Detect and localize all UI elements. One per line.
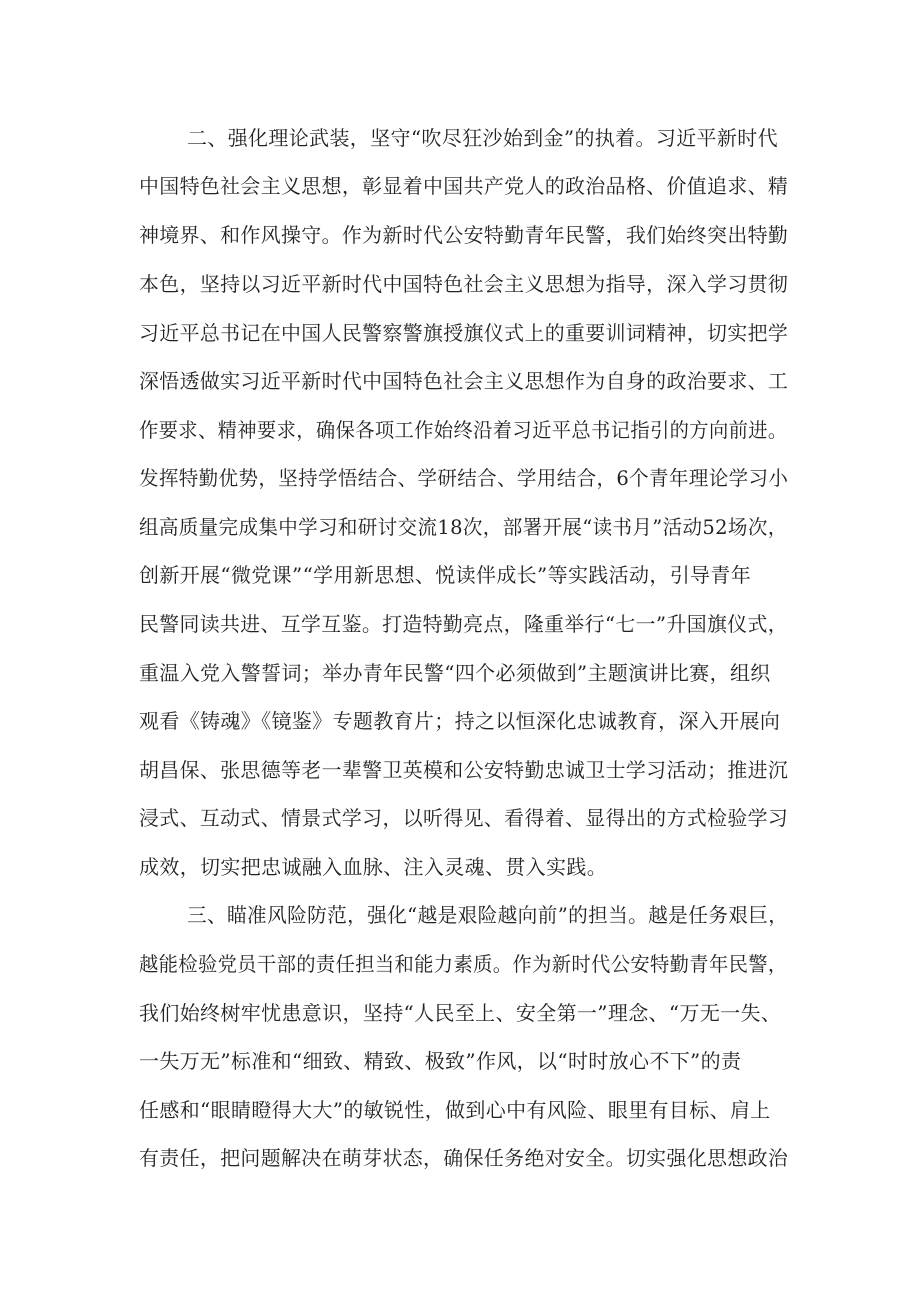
text-line: 发挥特勤优势，坚持学悟结合、学研结合、学用结合，6个青年理论学习小 [139, 466, 789, 490]
text-line: 浸式、互动式、情景式学习，以听得见、看得着、显得出的方式检验学习 [139, 806, 789, 830]
text-line: 观看《铸魂》《镜鉴》专题教育片；持之以恒深化忠诚教育，深入开展向 [139, 709, 781, 733]
text-line: 中国特色社会主义思想，彰显着中国共产党人的政治品格、价值追求、精 [139, 174, 789, 198]
text-line: 越能检验党员干部的责任担当和能力素质。作为新时代公安特勤青年民警， [139, 952, 788, 976]
text-line: 深悟透做实习近平新时代中国特色社会主义思想作为自身的政治要求、工 [139, 369, 789, 393]
text-line: 神境界、和作风操守。作为新时代公安特勤青年民警，我们始终突出特勤 [139, 223, 789, 247]
text-line: 有责任，把问题解决在萌芽状态，确保任务绝对安全。切实强化思想政治 [139, 1146, 789, 1170]
text-line: 胡昌保、张思德等老一辈警卫英模和公安特勤忠诚卫士学习活动；推进沉 [139, 758, 789, 782]
text-line: 二、强化理论武装，坚守“吹尽狂沙始到金”的执着。习近平新时代 [187, 126, 778, 150]
text-line: 我们始终树牢忧患意识，坚持“人民至上、安全第一”理念、“万无一失、 [139, 1001, 782, 1025]
text-line: 任感和“眼睛瞪得大大”的敏锐性，做到心中有风险、眼里有目标、肩上 [139, 1098, 771, 1122]
text-line: 成效，切实把忠诚融入血脉、注入灵魂、贯入实践。 [139, 855, 608, 879]
text-line: 三、瞄准风险防范，强化“越是艰险越向前”的担当。越是任务艰巨， [187, 903, 789, 927]
text-line: 民警同读共进、互学互鉴。打造特勤亮点，隆重举行“七一”升国旗仪式， [139, 612, 789, 636]
text-line: 组高质量完成集中学习和研讨交流18次，部署开展“读书月”活动52场次， [139, 515, 788, 539]
text-line: 一失万无”标准和“细致、精致、极致”作风，以“时时放心不下”的责 [139, 1049, 742, 1073]
text-line: 创新开展“微党课”“学用新思想、悦读伴成长”等实践活动，引导青年 [139, 563, 752, 587]
text-line: 本色，坚持以习近平新时代中国特色社会主义思想为指导，深入学习贯彻 [139, 272, 789, 296]
text-line: 作要求、精神要求，确保各项工作始终沿着习近平总书记指引的方向前进。 [139, 418, 788, 442]
text-line: 习近平总书记在中国人民警察警旗授旗仪式上的重要训词精神，切实把学 [139, 321, 789, 345]
text-line: 重温入党入警誓词；举办青年民警“四个必须做到”主题演讲比赛，组织 [139, 661, 771, 685]
